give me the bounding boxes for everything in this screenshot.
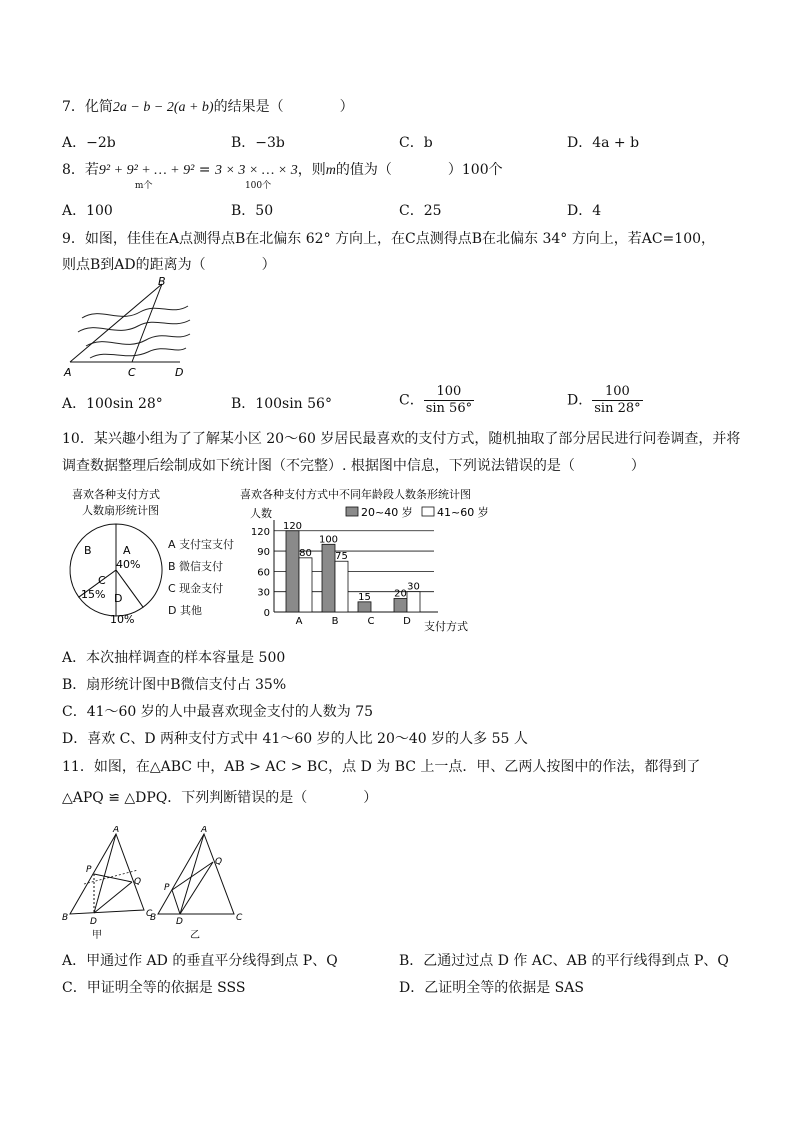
x-tick-a: A — [295, 616, 303, 627]
pie-label-d: D — [114, 592, 123, 605]
point-label-a: A — [64, 366, 72, 379]
q9-option-d-denominator: sin 28° — [594, 401, 641, 416]
bar-a-series-1 — [299, 558, 312, 612]
bar-y-axis-label: 人数 — [250, 507, 272, 520]
q10-option-c[interactable]: C．41～60 岁的人中最喜欢现金支付的人数为 75 — [62, 704, 374, 720]
label-a-jia: A — [113, 826, 120, 835]
legend-item-d: D 其他 — [168, 604, 202, 617]
q11-line2: △APQ ≌ △DPQ．下列判断错误的是（ ） — [62, 790, 378, 806]
q7-stem — [62, 97, 354, 118]
q8-stem-b: ，则 — [297, 162, 326, 178]
legend-label-20-40: 20~40 岁 — [361, 506, 413, 519]
legend-item-c: C 现金支付 — [168, 582, 224, 595]
q8-option-b[interactable]: B．50 — [231, 203, 274, 219]
q11-option-d[interactable]: D．乙证明全等的依据是 SAS — [399, 980, 584, 996]
point-label-b: B — [158, 276, 166, 288]
q7-option-c[interactable]: C．b — [399, 135, 433, 151]
q9-option-d-numerator: 100 — [592, 384, 642, 401]
q7-option-b[interactable]: B．−3b — [231, 135, 285, 151]
q9-option-c-prefix: C． — [399, 392, 424, 409]
legend-item-a: A 支付宝支付 — [168, 538, 235, 551]
pie-label-a: A — [123, 544, 131, 557]
q11-option-a[interactable]: A．甲通过作 AD 的垂直平分线得到点 P、Q — [62, 953, 338, 969]
point-label-d: D — [175, 366, 184, 379]
y-tick-30: 30 — [257, 587, 270, 599]
bar-label-d-series-1: 30 — [407, 581, 420, 593]
label-a-yi: A — [201, 826, 208, 835]
q10-option-d[interactable]: D．喜欢 C、D 两种支付方式中 41～60 岁的人比 20～40 岁的人多 55 人 — [62, 731, 528, 747]
bar-d-series-1 — [407, 592, 420, 612]
pie-label-c: C — [98, 574, 106, 587]
q8-brace-left-label: m个 — [134, 181, 153, 191]
legend-item-b: B 微信支付 — [168, 560, 224, 573]
segment-dp-yi — [172, 890, 180, 914]
segment-pq-yi — [172, 862, 213, 890]
legend-swatch-41-60 — [422, 507, 434, 516]
q9-line2: 则点B到AD的距离为（ ） — [62, 257, 276, 273]
point-label-c: C — [128, 366, 136, 379]
pie-label-b: B — [84, 544, 92, 557]
bar-x-axis-label: 支付方式 — [424, 620, 468, 633]
y-tick-90: 90 — [257, 547, 270, 559]
label-p-yi: P — [164, 883, 170, 893]
q9-option-c[interactable] — [399, 384, 474, 417]
bar-label-b-series-0: 100 — [318, 534, 339, 546]
pie-label-c-pct: 15% — [81, 588, 106, 601]
x-tick-c: C — [367, 616, 375, 627]
q9-option-d-fraction — [592, 384, 642, 417]
river-line-4 — [90, 348, 186, 358]
bar-chart — [238, 484, 498, 634]
segment-ad-jia — [94, 834, 116, 913]
pie-title-line1: 喜欢各种支付方式 — [72, 488, 160, 501]
y-tick-60: 60 — [257, 567, 270, 579]
bar-label-a-series-1: 80 — [299, 547, 312, 559]
pie-legend — [168, 534, 234, 622]
q9-option-d-prefix: D． — [567, 392, 593, 409]
q7-expression: 2a − b − 2(a + b) — [112, 100, 214, 115]
q9-option-b[interactable]: B．100sin 56° — [231, 396, 332, 412]
q9-option-c-fraction — [424, 384, 474, 417]
bar-label-c-series-0: 15 — [358, 591, 371, 603]
label-c-jia: C — [146, 909, 153, 919]
legend-swatch-20-40 — [346, 507, 358, 516]
q10-line1: 10．某兴趣小组为了了解某小区 20～60 岁居民最喜欢的支付方式，随机抽取了部分居民进行问卷调查，并将 — [62, 431, 741, 447]
label-p-jia: P — [86, 865, 92, 875]
q11-option-b[interactable]: B．乙通过过点 D 作 AC、AB 的平行线得到点 P、Q — [399, 953, 729, 969]
q8-stem-c: 的值为（ ）100个 — [335, 162, 503, 178]
q8-option-c[interactable]: C．25 — [399, 203, 442, 219]
q9-option-c-numerator: 100 — [424, 384, 474, 401]
q9-figure — [60, 276, 200, 380]
q9-option-d[interactable] — [567, 384, 643, 417]
segment-qd-jia — [94, 882, 132, 913]
bar-label-b-series-1: 75 — [335, 551, 348, 563]
q10-option-b[interactable]: B．扇形统计图中B微信支付占 35% — [62, 677, 287, 693]
q8-option-d[interactable]: D．4 — [567, 203, 602, 219]
river-line-2 — [78, 320, 190, 332]
q7-option-d[interactable]: D．4a + b — [567, 135, 640, 151]
bar-label-a-series-0: 120 — [282, 520, 303, 532]
q9-option-a[interactable]: A．100sin 28° — [62, 396, 163, 412]
q11-option-c[interactable]: C．甲证明全等的依据是 SSS — [62, 980, 246, 996]
label-q-jia: Q — [134, 877, 142, 887]
q7-stem-a: 7．化简 — [62, 99, 113, 115]
pie-label-a-pct: 40% — [116, 558, 141, 571]
q11-line1: 11．如图，在△ABC 中，AB > AC > BC，点 D 为 BC 上一点．甲、乙两人按图中的作法，都得到了 — [62, 759, 701, 775]
x-tick-b: B — [331, 616, 339, 627]
x-tick-d: D — [403, 616, 411, 627]
q9-option-c-denominator: sin 56° — [425, 401, 473, 416]
segment-pq-jia — [94, 874, 132, 882]
label-c-yi: C — [236, 913, 243, 923]
q8-variable: m — [325, 163, 336, 178]
figure-jia — [62, 826, 153, 941]
y-tick-120: 120 — [250, 526, 270, 538]
label-b-jia: B — [62, 913, 69, 923]
q8-option-a[interactable]: A．100 — [62, 203, 113, 219]
q10-option-a[interactable]: A．本次抽样调查的样本容量是 500 — [62, 650, 286, 666]
q8-left-expression: 9² + 9² + … + 9² — [98, 163, 195, 178]
q8-brace-right-label: 100个 — [244, 181, 272, 191]
q7-stem-b: 的结果是（ ） — [213, 99, 354, 115]
figure-yi-caption: 乙 — [190, 930, 200, 941]
q8-stem-a: 8．若 — [62, 162, 99, 178]
q10-line2: 调查数据整理后绘制成如下统计图（不完整）. 根据图中信息，下列说法错误的是（ ） — [62, 458, 645, 474]
segment-ad-yi — [180, 834, 204, 914]
bar-a-series-0 — [286, 531, 299, 612]
label-d-jia: D — [90, 917, 97, 927]
q8-stem — [62, 160, 503, 191]
bar-chart-title: 喜欢各种支付方式中不同年龄段人数条形统计图 — [240, 488, 471, 501]
y-tick-0: 0 — [263, 608, 270, 619]
pie-label-d-pct: 10% — [110, 613, 135, 626]
bar-label-d-series-0: 20 — [394, 588, 407, 600]
q9-line1: 9．如图，佳佳在A点测得点B在北偏东 62° 方向上，在C点测得点B在北偏东 34° 方向上，若AC=100， — [62, 231, 716, 247]
figure-yi — [150, 826, 243, 941]
label-b-yi: B — [150, 913, 157, 923]
pie-title-line2: 人数扇形统计图 — [82, 504, 159, 517]
figure-jia-caption: 甲 — [92, 930, 102, 941]
label-d-yi: D — [176, 917, 183, 927]
bar-d-series-0 — [394, 598, 407, 612]
q11-figure — [60, 826, 250, 942]
legend-label-41-60: 41~60 岁 — [437, 506, 489, 519]
label-q-yi: Q — [215, 857, 223, 867]
line-cb — [132, 284, 162, 362]
bar-c-series-0 — [358, 602, 371, 612]
bar-b-series-0 — [322, 544, 335, 612]
q8-right-expression: 3 × 3 × … × 3 — [214, 163, 298, 178]
bar-b-series-1 — [335, 561, 348, 612]
segment-dq-yi — [180, 862, 213, 914]
river-line-1 — [82, 306, 188, 318]
q8-equals: = — [194, 162, 215, 178]
q7-option-a[interactable]: A．−2b — [62, 135, 116, 151]
